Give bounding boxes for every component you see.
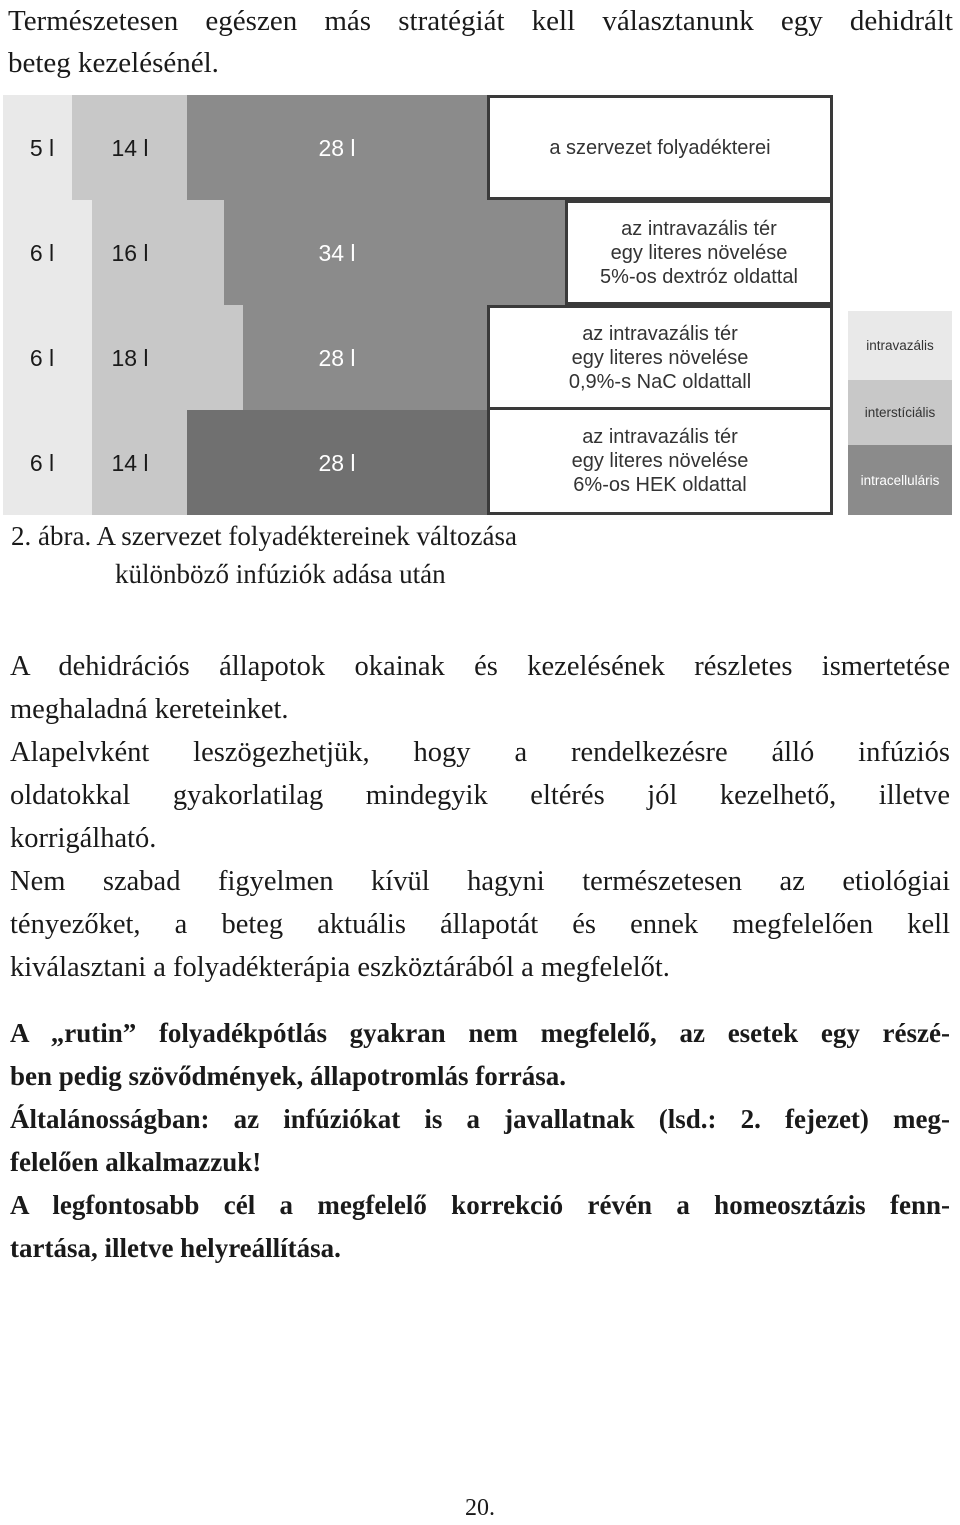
interstitial-volume: 14 l: [111, 450, 149, 476]
intro-paragraph: [8, 0, 953, 84]
bold-line: felelően alkalmazzuk!: [10, 1147, 262, 1177]
intravascular-volume: 5 l: [29, 135, 55, 161]
intracellular-volume: 28 l: [318, 135, 356, 161]
body-text: [10, 645, 950, 989]
row-label-box: a szervezet folyadékterei: [487, 95, 833, 200]
body-line: meghaladná kereteinket.: [10, 694, 289, 725]
body-line: tényezőket, a beteg aktuális állapotát és ennek megfelelően kell: [10, 909, 950, 940]
bold-text: [10, 1012, 950, 1270]
interstitial-volume: 18 l: [111, 345, 149, 371]
body-line: Nem szabad figyelmen kívül hagyni természetesen az etiológiai: [10, 866, 950, 897]
bold-line: tartása, illetve helyreállítása.: [10, 1233, 341, 1263]
interstitial-volume: 16 l: [111, 240, 149, 266]
legend-intracellular: intracelluláris: [848, 445, 952, 515]
bold-line: ben pedig szövődmények, állapotromlás forrása.: [10, 1061, 567, 1091]
page-number: 20.: [465, 1495, 495, 1521]
body-line: A dehidrációs állapotok okainak és kezelésének részletes ismertetése: [10, 651, 950, 682]
figure-caption: [11, 517, 711, 593]
legend-intravascular: intravazális: [848, 311, 952, 380]
body-line: oldatokkal gyakorlatilag mindegyik eltérés jól kezelhető, illetve: [10, 780, 950, 811]
bold-line: Általánosságban: az infúziókat is a javallatnak (lsd.: 2. fejezet) meg-: [10, 1104, 950, 1134]
intracellular-volume: 34 l: [318, 240, 356, 266]
interstitial-volume: 14 l: [111, 135, 149, 161]
intravascular-volume: 6 l: [29, 450, 55, 476]
intracellular-volume: 28 l: [318, 345, 356, 371]
row-label-box: az intravazális tér egy literes növelése 0,9%-s NaC oldattall: [487, 305, 833, 410]
body-line: korrigálható.: [10, 823, 157, 854]
caption-line: 2. ábra. A szervezet folyadéktereinek változása: [11, 521, 517, 551]
legend-interstitial: interstíciális: [848, 380, 952, 445]
bold-line: A legfontosabb cél a megfelelő korrekció révén a homeosztázis fenn-: [10, 1190, 950, 1220]
body-line: Alapelvként leszögezhetjük, hogy a rendelkezésre álló infúziós: [10, 737, 950, 768]
bold-line: A „rutin” folyadékpótlás gyakran nem megfelelő, az esetek egy részé-: [10, 1018, 950, 1048]
intravascular-volume: 6 l: [29, 345, 55, 371]
row-label-box: az intravazális tér egy literes növelése 6%-os HEK oldattal: [487, 407, 833, 515]
body-line: kiválasztani a folyadékterápia eszköztárából a megfelelőt.: [10, 952, 670, 983]
intro-line: beteg kezelésénél.: [8, 47, 219, 79]
intro-line: Természetesen egészen más stratégiát kell választanunk egy dehidrált: [8, 5, 953, 37]
intracellular-volume: 28 l: [318, 450, 356, 476]
row-label-box: az intravazális tér egy literes növelése 5%-os dextróz oldattal: [565, 200, 833, 305]
intravascular-volume: 6 l: [29, 240, 55, 266]
intracellular-block: [224, 200, 567, 305]
fluid-compartments-figure: [0, 95, 960, 520]
caption-line: különböző infúziók adása után: [115, 559, 446, 589]
